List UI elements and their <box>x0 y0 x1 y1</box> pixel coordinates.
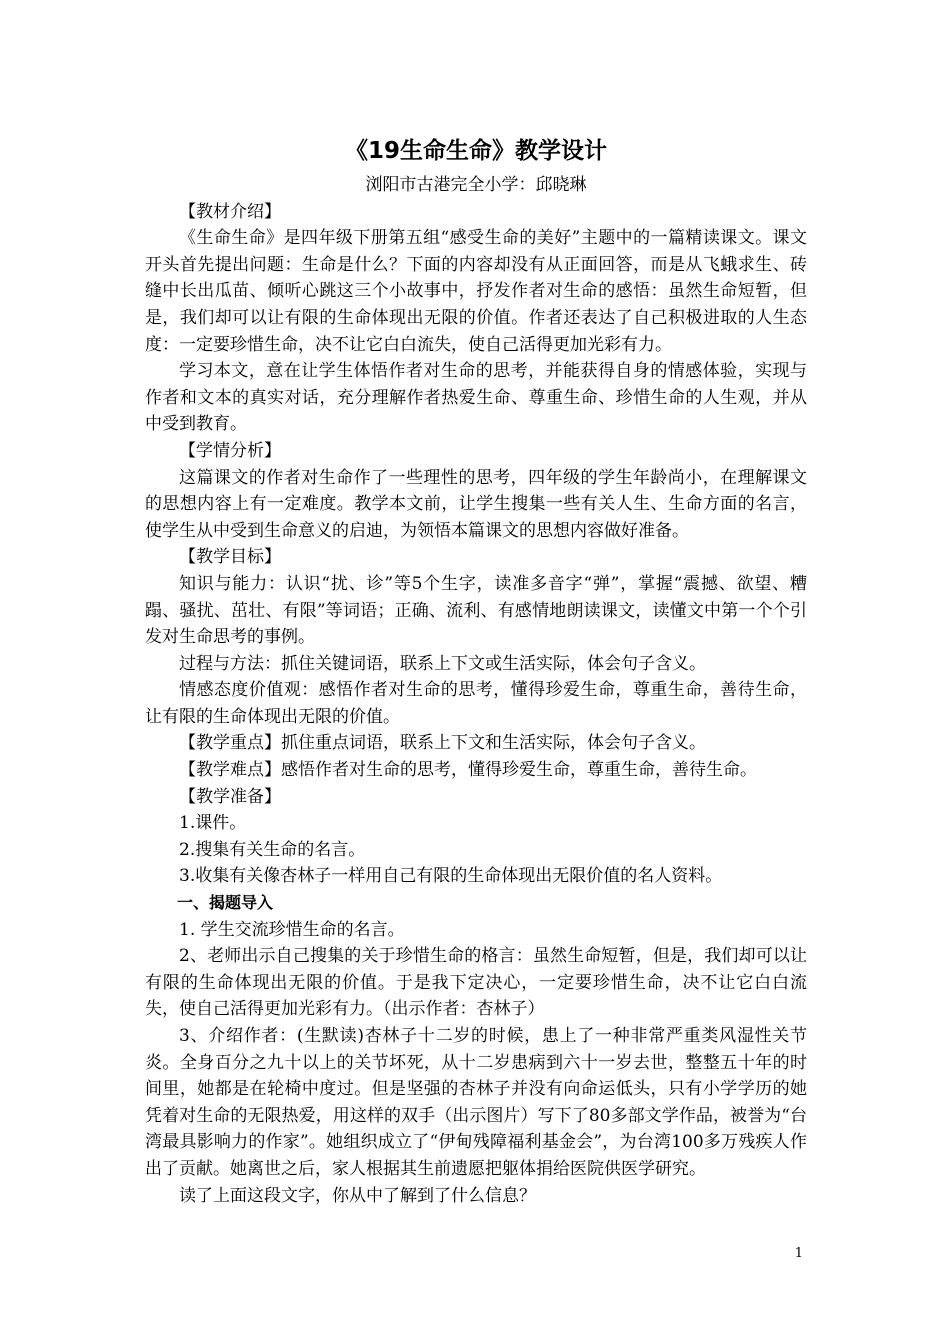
paragraph: 一、揭题导入 <box>177 893 274 913</box>
paragraph: 3.收集有关像杏林子一样用自己有限的生命体现出无限价值的名人资料。 <box>179 866 723 887</box>
paragraph: 1.课件。 <box>179 813 247 834</box>
page-number: 1 <box>794 1246 803 1261</box>
paragraph: 【教学准备】 <box>179 786 281 807</box>
paragraph: 知识与能力：认识“扰、诊”等5个生字，读准多音字“弹”，掌握“震撼、欲望、糟蹋、骚扰、茁壮、有限”等词语；正确、流利、有感情地朗读课文，读懂文中第一个个引发对生命思考的事例。 <box>145 573 807 648</box>
document-title: 《19生命生命》教学设计 <box>344 138 607 164</box>
paragraph-list <box>145 199 807 1210</box>
paragraph: 过程与方法：抓住关键词语，联系上下文或生活实际，体会句子含义。 <box>179 653 706 674</box>
paragraph: 学习本文，意在让学生体悟作者对生命的思考，并能获得自身的情感体验，实现与作者和文本的真实对话，充分理解作者热爱生命、尊重生命、珍惜生命的人生观，并从中受到教育。 <box>145 361 807 435</box>
paragraph: 1. 学生交流珍惜生命的名言。 <box>179 919 405 940</box>
paragraph: 读了上面这段文字，你从中了解到了什么信息？ <box>179 1185 536 1206</box>
paragraph: 【教材介绍】 <box>179 201 281 222</box>
paragraph: 【教学难点】感悟作者对生命的思考，懂得珍爱生命，尊重生命，善待生命。 <box>179 760 757 781</box>
document-author: 浏阳市古港完全小学：邱晓琳 <box>365 175 587 195</box>
paragraph: 情感态度价值观：感悟作者对生命的思考，懂得珍爱生命，尊重生命，善待生命，让有限的生命体现出无限的价值。 <box>145 680 807 727</box>
paragraph: 《生命生命》是四年级下册第五组“感受生命的美好”主题中的一篇精读课文。课文开头首先提出问题：生命是什么？下面的内容却没有从正面回答，而是从飞蛾求生、砖缝中长出瓜苗、倾听心跳这三个小故事中，抒发作者对生命的感悟：虽然生命短暂，但是，我们却可以让有限的生命体现出无限的价值。作者还表达了自己积极进取的人生态度：一定要珍惜生命，决不让它白白流失，使自己活得更加光彩有力。 <box>145 228 807 355</box>
document-body <box>145 134 807 1209</box>
paragraph: 这篇课文的作者对生命作了一些理性的思考，四年级的学生年龄尚小，在理解课文的思想内容上有一定难度。教学本文前，让学生搜集一些有关人生、生命方面的名言，使学生从中受到生命意义的启迪，为领悟本篇课文的思想内容做好准备。 <box>145 467 807 541</box>
paragraph: 2.搜集有关生命的名言。 <box>179 839 366 860</box>
paragraph: 3、介绍作者：(生默读)杏林子十二岁的时候，患上了一种非常严重类风湿性关节炎。全身百分之九十以上的关节坏死，从十二岁患病到六十一岁去世，整整五十年的时间里，她都是在轮椅中度过。但是坚强的杏林子并没有向命运低头，只有小学学历的她凭着对生命的无限热爱，用这样的双手（出示图片）写下了80多部文学作品，被誉为“台湾最具影响力的作家”。她组织成立了“伊甸残障福利基金会”，为台湾100多万残疾人作出了贡献。她离世之后，家人根据其生前遗愿把躯体捐给医院供医学研究。 <box>145 1026 807 1179</box>
paragraph: 【教学目标】 <box>179 547 281 568</box>
paragraph: 【教学重点】抓住重点词语，联系上下文和生活实际，体会句子含义。 <box>179 733 706 754</box>
paragraph: 【学情分析】 <box>179 440 281 461</box>
paragraph: 2、老师出示自己搜集的关于珍惜生命的格言：虽然生命短暂，但是，我们却可以让有限的生命体现出无限的价值。于是我下定决心，一定要珍惜生命，决不让它白白流失，使自己活得更加光彩有力。（出示作者：杏林子） <box>145 946 807 1020</box>
